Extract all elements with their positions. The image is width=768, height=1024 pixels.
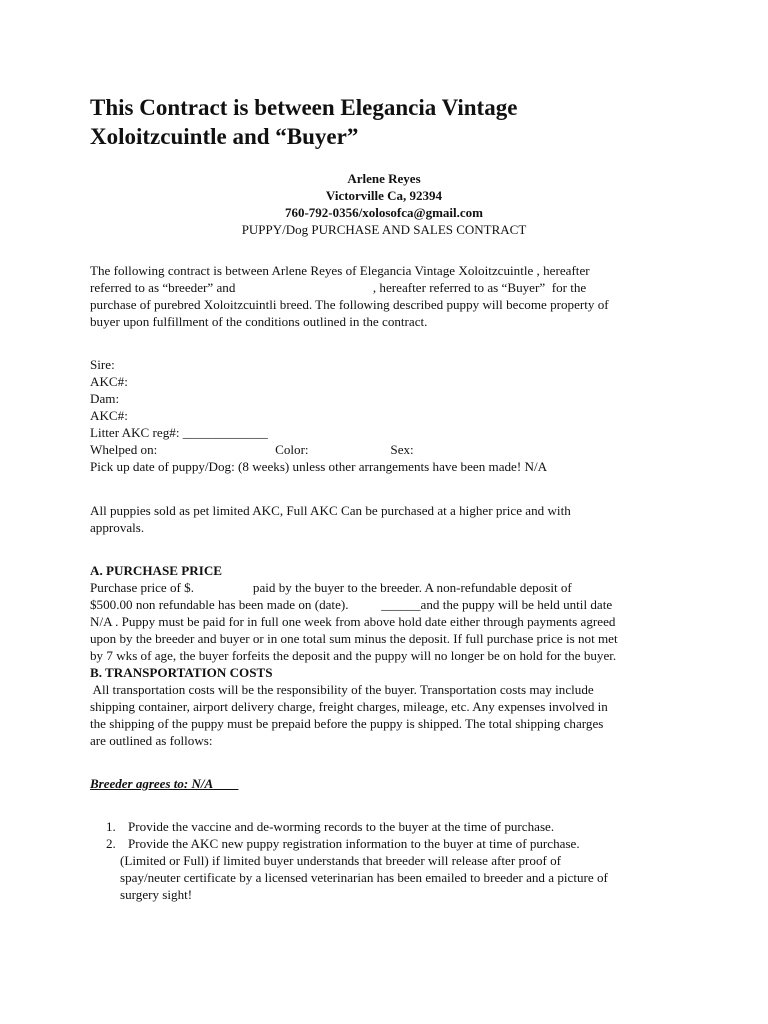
puppy-details	[90, 356, 680, 475]
pickup-date-field: Pick up date of puppy/Dog: (8 weeks) unless other arrangements have been made! N/A	[90, 459, 548, 474]
text-line: All puppies sold as pet limited AKC, Full AKC Can be purchased at a higher price and with	[90, 503, 571, 518]
breeder-name: Arlene Reyes	[347, 171, 421, 186]
dam-akc-field: AKC#:	[90, 408, 128, 423]
text-line: by 7 wks of age, the buyer forfeits the deposit and the puppy will no longer be on hold for the buyer.	[90, 648, 617, 663]
sire-field: Sire:	[90, 357, 115, 372]
section-heading: B. TRANSPORTATION COSTS	[90, 665, 273, 680]
text-line: All transportation costs will be the responsibility of the buyer. Transportation costs may include	[90, 682, 594, 697]
sire-akc-field: AKC#:	[90, 374, 128, 389]
breeder-agrees-heading: Breeder agrees to: N/A	[90, 776, 239, 791]
text-line: Purchase price of $. paid by the buyer to the breeder. A non-refundable deposit of	[90, 580, 572, 595]
purchase-price-section	[90, 562, 680, 664]
transportation-section	[90, 664, 680, 749]
title-line: Xoloitzcuintle and “Buyer”	[90, 124, 359, 149]
intro-paragraph	[90, 262, 680, 330]
text-line: Provide the vaccine and de-worming records to the buyer at the time of purchase.	[128, 819, 555, 834]
text-line: Provide the AKC new puppy registration information to the buyer at time of purchase.	[128, 836, 580, 851]
litter-reg-field: Litter AKC reg#: _____________	[90, 425, 268, 440]
list-item	[90, 835, 690, 903]
contract-heading: PUPPY/Dog PURCHASE AND SALES CONTRACT	[241, 222, 527, 237]
text-line: N/A . Puppy must be paid for in full one week from above hold date either through payments agreed	[90, 614, 616, 629]
text-line: referred to as “breeder” and , hereafter referred to as “Buyer” for the	[90, 280, 587, 295]
text-line: approvals.	[90, 520, 145, 535]
text-line: purchase of purebred Xoloitzcuintli breed. The following described puppy will become property of	[90, 297, 609, 312]
text-line: buyer upon fulfillment of the conditions outlined in the contract.	[90, 314, 428, 329]
text-line: upon by the breeder and buyer or in one total sum minus the deposit. If full purchase price is not met	[90, 631, 618, 646]
contract-title	[90, 93, 730, 151]
breeder-obligations-list	[90, 818, 690, 903]
text-line: spay/neuter certificate by a licensed veterinarian has been emailed to breeder and a picture of	[120, 870, 608, 885]
text-line: $500.00 non refundable has been made on (date). ______and the puppy will be held until date	[90, 597, 613, 612]
dam-field: Dam:	[90, 391, 120, 406]
whelped-color-sex-field: Whelped on: Color: Sex:	[90, 442, 414, 457]
text-line: (Limited or Full) if limited buyer understands that breeder will release after proof of	[120, 853, 562, 868]
akc-note	[90, 502, 680, 536]
list-number: 2.	[106, 836, 116, 851]
section-heading: A. PURCHASE PRICE	[90, 563, 223, 578]
text-line: the shipping of the puppy must be prepaid before the puppy is shipped. The total shipping charges	[90, 716, 604, 731]
text-line: surgery sight!	[120, 887, 193, 902]
title-line: This Contract is between Elegancia Vintage	[90, 95, 518, 120]
text-line: The following contract is between Arlene Reyes of Elegancia Vintage Xoloitzcuintle , hereafter	[90, 263, 590, 278]
list-item	[90, 818, 690, 835]
contact-block	[0, 170, 768, 238]
list-number: 1.	[106, 819, 116, 834]
text-line: shipping container, airport delivery charge, freight charges, mileage, etc. Any expenses involved in	[90, 699, 608, 714]
breeder-city: Victorville Ca, 92394	[325, 188, 443, 203]
breeder-phone-email: 760-792-0356/xolosofca@gmail.com	[284, 205, 484, 220]
text-line: are outlined as follows:	[90, 733, 213, 748]
